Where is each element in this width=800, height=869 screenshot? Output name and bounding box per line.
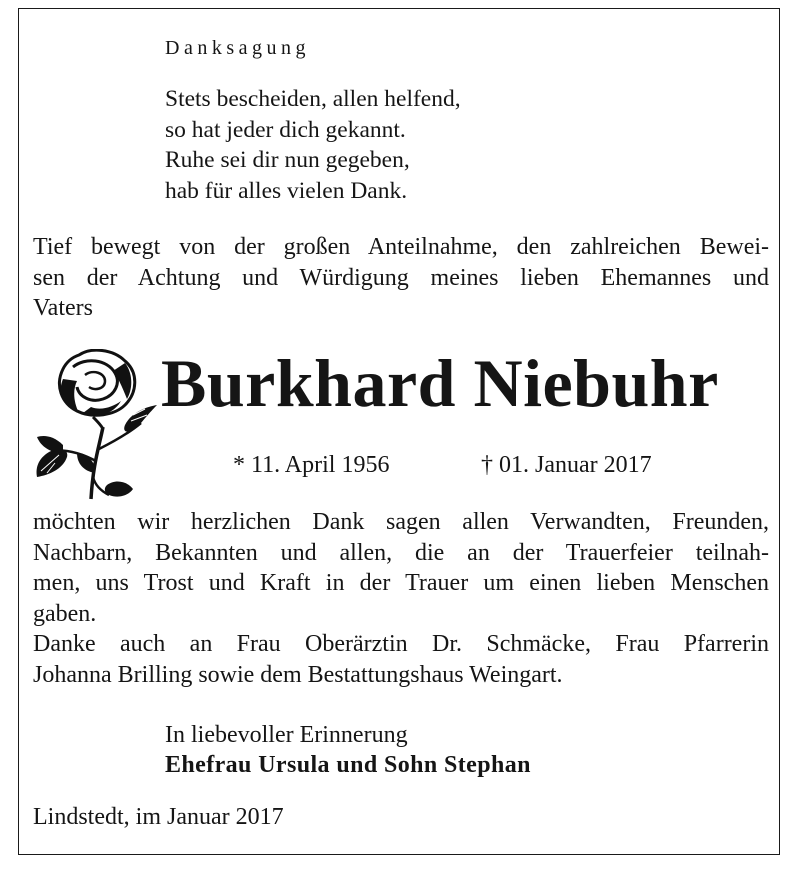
thanks-paragraph xyxy=(33,507,769,691)
place-date: Lindstedt, im Januar 2017 xyxy=(33,804,284,830)
thanks-line: Johanna Brilling sowie dem Bestattungshaus Weingart. xyxy=(33,661,563,688)
poem-line: hab für alles vielen Dank. xyxy=(165,177,408,204)
intro-paragraph xyxy=(33,232,769,324)
deceased-name: Burkhard Niebuhr xyxy=(161,345,719,421)
intro-line: sen der Achtung und Würdigung meines lieben Ehemannes und xyxy=(33,264,769,291)
thanks-line: men, uns Trost und Kraft in der Trauer um einen lieben Menschen xyxy=(33,570,769,597)
thanks-line: möchten wir herzlichen Dank sagen allen Verwandten, Freunden, xyxy=(33,509,769,535)
thanks-line: Danke auch an Frau Oberärztin Dr. Schmäcke, Frau Pfarrerin xyxy=(33,631,769,658)
poem-line: Ruhe sei dir nun gegeben, xyxy=(165,147,410,173)
heading: Danksagung xyxy=(165,37,310,59)
poem-line: Stets bescheiden, allen helfend, xyxy=(165,86,461,112)
closing-phrase: In liebevoller Erinnerung xyxy=(165,722,408,748)
intro-line: Vaters xyxy=(33,295,93,322)
rose-icon xyxy=(33,349,158,501)
death-date: † 01. Januar 2017 xyxy=(481,452,652,478)
poem-line: so hat jeder dich gekannt. xyxy=(165,116,406,143)
thanks-line: Nachbarn, Bekannten und allen, die an der Trauerfeier teilnah- xyxy=(33,539,769,566)
thanks-line: gaben. xyxy=(33,600,97,627)
signers: Ehefrau Ursula und Sohn Stephan xyxy=(165,752,531,778)
birth-date: * 11. April 1956 xyxy=(233,452,390,478)
intro-line: Tief bewegt von der großen Anteilnahme, den zahlreichen Bewei- xyxy=(33,234,769,260)
poem xyxy=(165,84,461,206)
obituary-notice xyxy=(18,8,780,855)
